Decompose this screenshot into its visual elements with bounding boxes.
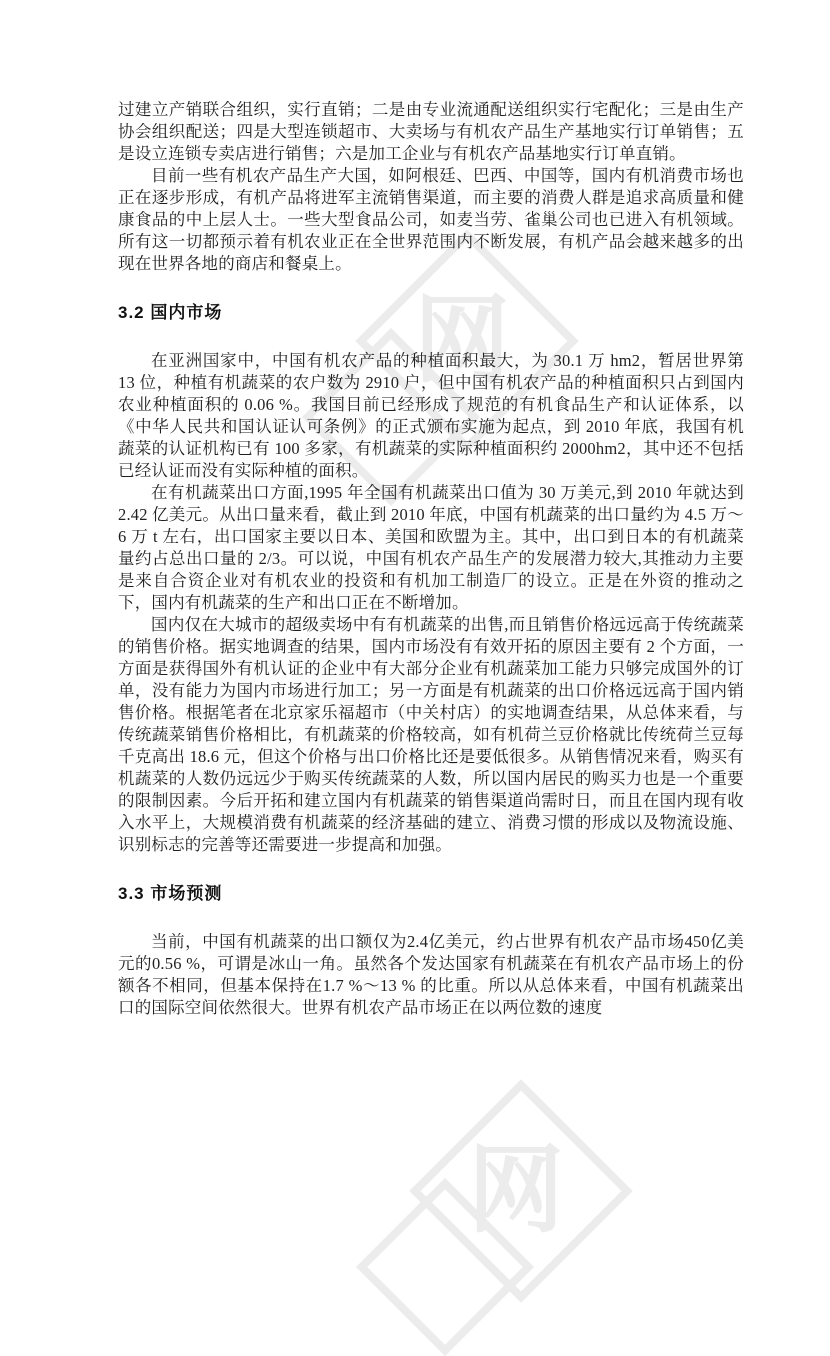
- paragraph: 当前，中国有机蔬菜的出口额仅为2.4亿美元，约占世界有机农产品市场450亿美元的0.56 %，可谓是冰山一角。虽然各个发达国家有机蔬菜在有机农产品市场上的份额各不相同，但基本保持在1.7 %～13 % 的比重。所以从总体来看，中国有机蔬菜出口的国际空间依然很大。世界有机农产品市场正在以两位数的速度: [118, 932, 744, 1017]
- paragraph: 目前一些有机农产品生产大国，如阿根廷、巴西、中国等，国内有机消费市场也正在逐步形成，有机产品将进军主流销售渠道，而主要的消费人群是追求高质量和健康食品的中上层人士。一些大型食品公司，如麦当劳、雀巢公司也已进入有机领域。所有这一切都预示着有机农业正在全世界范围内不断发展，有机产品会越来越多的出现在世界各地的商店和餐桌上。: [118, 166, 744, 273]
- watermark-diamond-icon: [409, 1079, 632, 1302]
- watermark: [382, 1112, 622, 1342]
- watermark-diamond-icon: [356, 1178, 534, 1356]
- section-heading: 3.3 市场预测: [118, 884, 223, 903]
- paragraph: 过建立产销联合组织，实行直销；二是由专业流通配送组织实行宅配化；三是由生产协会组织配送；四是大型连锁超市、大卖场与有机农产品生产基地实行订单销售；五是设立连锁专卖店进行销售；六是加工企业与有机农产品基地实行订单直销。: [118, 100, 744, 163]
- watermark-glyph: 网: [468, 1134, 564, 1246]
- paragraph: 在亚洲国家中，中国有机农产品的种植面积最大，为 30.1 万 hm2，暂居世界第 13 位，种植有机蔬菜的农户数为 2910 户，但中国有机农产品的种植面积只占到国内农业种植面积的 0.06 %。我国目前已经形成了规范的有机食品生产和认证体系，以《中华人民共和国认证认可条例》的正式颁布实施为起点，到 2010 年底，我国有机蔬菜的认证机构已有 100 多家，有机蔬菜的实际种植面积约 2000hm2，其中还不包括已经认证而没有实际种植的面积。: [118, 351, 744, 480]
- paragraph: 国内仅在大城市的超级卖场中有有机蔬菜的出售,而且销售价格远远高于传统蔬菜的销售价格。据实地调查的结果，国内市场没有有效开拓的原因主要有 2 个方面，一方面是获得国外有机认证的企业中有大部分企业有机蔬菜加工能力只够完成国外的订单，没有能力为国内市场进行加工；另一方面是有机蔬菜的出口价格远远高于国内销售价格。根据笔者在北京家乐福超市（中关村店）的实地调查结果，从总体来看，与传统蔬菜销售价格相比，有机蔬菜的价格较高，如有机荷兰豆价格就比传统荷兰豆每千克高出 18.6 元，但这个价格与出口价格比还是要低很多。从销售情况来看，购买有机蔬菜的人数仍远远少于购买传统蔬菜的人数，所以国内居民的购买力也是一个重要的限制因素。今后开拓和建立国内有机蔬菜的销售渠道尚需时日，而且在国内现有收入水平上，大规模消费有机蔬菜的经济基础的建立、消费习惯的形成以及物流设施、识别标志的完善等还需要进一步提高和加强。: [118, 615, 744, 854]
- paragraph: 在有机蔬菜出口方面,1995 年全国有机蔬菜出口值为 30 万美元,到 2010 年就达到 2.42 亿美元。从出口量来看，截止到 2010 年底，中国有机蔬菜的出口量约为 4.5 万～6 万 t 左右，出口国家主要以日本、美国和欧盟为主。其中，出口到日本的有机蔬菜量约占总出口量的 2/3。可以说，中国有机农产品生产的发展潜力较大,其推动力主要是来自合资企业对有机农业的投资和有机加工制造厂的设立。正是在外资的推动之下，国内有机蔬菜的生产和出口正在不断增加。: [118, 483, 744, 612]
- section-heading: 3.2 国内市场: [118, 303, 223, 322]
- watermark-glyph: 网: [414, 284, 510, 396]
